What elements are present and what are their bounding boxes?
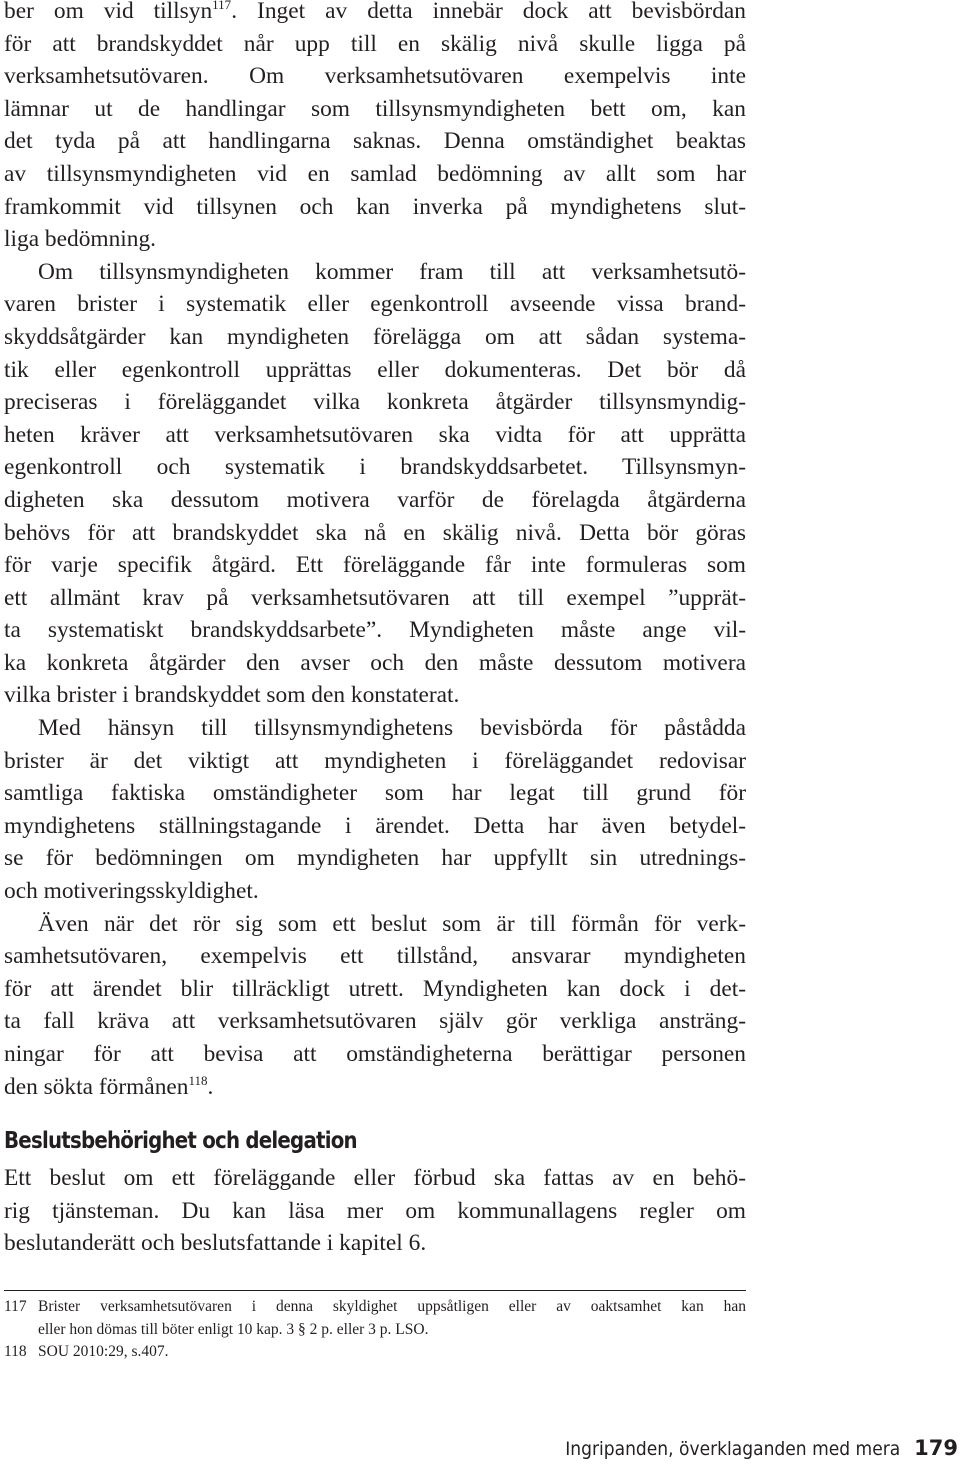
- text-line: Även när det rör sig som ett beslut som är till förmån för verk-: [38, 910, 746, 937]
- text-line: och motiveringsskyldighet.: [4, 878, 259, 905]
- section-paragraph: [4, 1162, 746, 1260]
- text-line: egenkontroll och systematik i brandskyddsarbetet. Tillsynsmyn-: [4, 454, 746, 481]
- text-line: för varje specifik åtgärd. Ett föreläggande får inte formuleras som: [4, 552, 746, 579]
- text-line: brister är det viktigt att myndigheten i föreläggandet redovisar: [4, 747, 746, 774]
- text-line: beslutanderätt och beslutsfattande i kapitel 6.: [4, 1230, 427, 1257]
- text-line: den sökta förmånen$^{118}$.: [4, 1072, 214, 1100]
- footnote-line: eller hon dömas till böter enligt 10 kap. 3 § 2 p. eller 3 p. LSO.: [38, 1320, 429, 1338]
- text-line: ka konkreta åtgärder den avser och den måste dessutom motivera: [4, 649, 746, 676]
- text-line: myndighetens ställningstagande i ärendet. Detta har även betydel-: [4, 812, 746, 839]
- footnote-number: 118: [4, 1343, 27, 1360]
- footnote-ref-117[interactable]: 117: [212, 0, 232, 13]
- text-line: verksamhetsutövaren. Om verksamhetsutövaren exempelvis inte: [4, 63, 746, 90]
- text-line: ber om vid tillsyn$^{117}$. Inget av detta innebär dock att bevisbördan: [4, 0, 746, 28]
- text-line: Med hänsyn till tillsynsmyndighetens bevisbörda för påstådda: [38, 715, 746, 742]
- text-line: för att brandskyddet når upp till en skälig nivå skulle ligga på: [4, 30, 746, 57]
- footnote-117: [4, 1296, 746, 1341]
- text-line: ett allmänt krav på verksamhetsutövaren att till exempel ”upprät-: [4, 584, 746, 611]
- footnote-divider: [4, 1290, 746, 1291]
- text-line: vilka brister i brandskyddet som den konstaterat.: [4, 682, 460, 709]
- text-line: ta systematiskt brandskyddsarbete”. Myndigheten måste ange vil-: [4, 617, 746, 644]
- body-text: [4, 0, 746, 1103]
- text-line: tik eller egenkontroll upprättas eller dokumenteras. Det bör då: [4, 356, 746, 383]
- text-line: ningar för att bevisa att omständigheterna berättigar personen: [4, 1041, 746, 1067]
- text-line: preciseras i föreläggandet vilka konkreta åtgärder tillsynsmyndig-: [4, 389, 746, 416]
- footnote-ref-118[interactable]: 118: [188, 1072, 208, 1088]
- paragraph-2: [4, 256, 746, 712]
- text-line: liga bedömning.: [4, 226, 157, 253]
- text-line: för att ärendet blir tillräckligt utrett. Myndigheten kan dock i det-: [4, 975, 746, 1002]
- text-line: av tillsynsmyndigheten vid en samlad bedömning av allt som har: [4, 160, 746, 187]
- footnote-118: [4, 1341, 746, 1364]
- footnotes: [4, 1296, 746, 1364]
- text-line: ta fall kräva att verksamhetsutövaren själv gör verkliga ansträng-: [4, 1008, 746, 1035]
- page-footer: [528, 1436, 958, 1460]
- text-line: lämnar ut de handlingar som tillsynsmyndigheten bett om, kan: [4, 95, 746, 122]
- paragraph-4: [4, 908, 746, 1104]
- text-line: det tyda på att handlingarna saknas. Denna omständighet beaktas: [4, 128, 746, 155]
- paragraph-1: [4, 0, 746, 256]
- text-line: heten kräver att verksamhetsutövaren ska vidta för att upprätta: [4, 421, 746, 448]
- footnote-number: 117: [4, 1298, 27, 1315]
- text-line: samhetsutövaren, exempelvis ett tillstånd, ansvarar myndigheten: [4, 943, 746, 970]
- text-line: varen brister i systematik eller egenkontroll avseende vissa brand-: [4, 291, 746, 318]
- paragraph-3: [4, 712, 746, 908]
- footnote-line: Brister verksamhetsutövaren i denna skyldighet uppsåtligen eller av oaktsamhet kan han: [38, 1298, 746, 1315]
- text-line: Ett beslut om ett föreläggande eller förbud ska fattas av en behö-: [4, 1165, 746, 1191]
- text-line: behövs för att brandskyddet ska nå en skälig nivå. Detta bör göras: [4, 519, 746, 546]
- section-heading: Beslutsbehörighet och delegation: [4, 1128, 357, 1154]
- text-line: skyddsåtgärder kan myndigheten förelägga om att sådan systema-: [4, 323, 746, 350]
- footnote-line: SOU 2010:29, s.407.: [38, 1343, 169, 1360]
- text-line: Om tillsynsmyndigheten kommer fram till att verksamhetsutö-: [38, 258, 746, 285]
- text-line: framkommit vid tillsynen och kan inverka på myndighetens slut-: [4, 193, 746, 220]
- text-line: samtliga faktiska omständigheter som har legat till grund för: [4, 780, 746, 807]
- page-number: 179: [914, 1436, 958, 1460]
- text-line: se för bedömningen om myndigheten har uppfyllt sin utrednings-: [4, 845, 746, 872]
- text-line: rig tjänsteman. Du kan läsa mer om kommunallagens regler om: [4, 1197, 746, 1224]
- text-line: digheten ska dessutom motivera varför de förelagda åtgärderna: [4, 486, 746, 513]
- running-title: Ingripanden, överklaganden med mera: [565, 1438, 901, 1460]
